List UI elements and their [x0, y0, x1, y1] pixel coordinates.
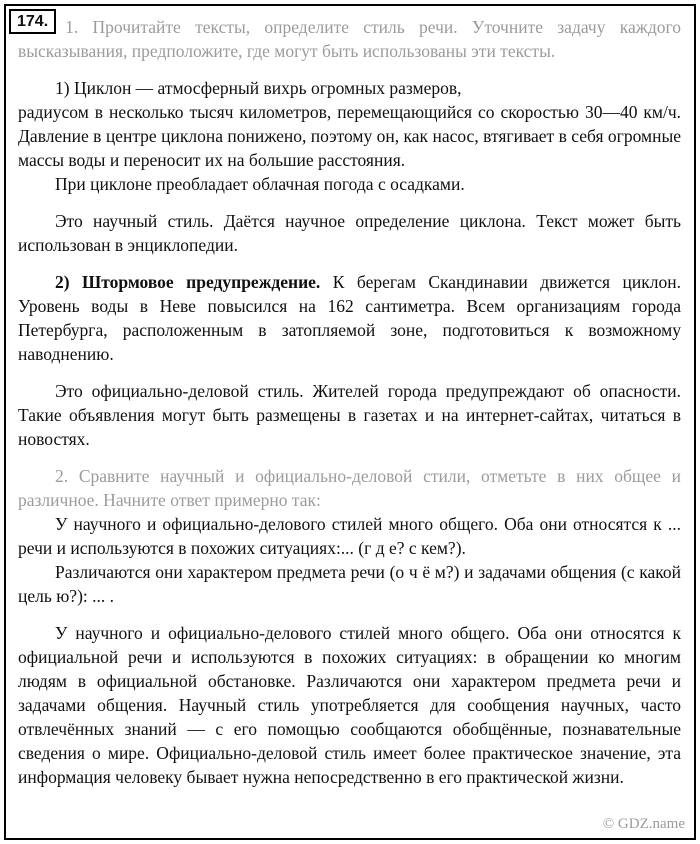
- text2-paragraph: [18, 270, 681, 366]
- text1-body: радиусом в несколько тысяч километров, перемещающийся со скоростью 30—40 км/ч. Давление в центре циклона понижено, поэтому он, как насос, втягивает в себя огромные массы воды и переносит их на большие расстояния.: [18, 102, 681, 170]
- text1-closing-line: При циклоне преобладает облачная погода с осадками.: [55, 174, 465, 194]
- page-frame: [4, 4, 696, 840]
- sample-answer-line1: У научного и официально-делового стилей много общего. Оба они относятся к ... речи и используются в похожих ситуациях:... (г д е? с кем?).: [18, 514, 681, 558]
- answer1-paragraph: Это научный стиль. Даётся научное определение циклона. Текст может быть использован в энциклопедии.: [18, 211, 681, 255]
- text1-opening-line: 1) Циклон — атмосферный вихрь огромных размеров,: [55, 78, 462, 98]
- task2-instruction: 2. Сравните научный и официально-деловой стили, отметьте в них общее и различное. Начните ответ примерно так:: [18, 466, 681, 510]
- exercise-number-badge: 174.: [9, 9, 56, 34]
- text2-rest: К берегам Скандинавии движется циклон. Уровень воды в Неве повысился на 162 сантиметра. Всем организациям города Петербурга, расположенным в затопляемой зоне, подготовиться к возможному наводнению.: [18, 272, 682, 364]
- watermark: © GDZ.name: [597, 812, 685, 836]
- final-answer-paragraph: У научного и официально-делового стилей много общего. Оба они относятся к официальной речи и используются в похожих ситуациях: в обращении ко многим людям в официальной обстановке. Различаются они характером предмета речи и задачами общения. Научный стиль употребляется для сообщения научных, часто отвлечённых знаний — с его помощью сообщаются обобщённые, познавательные сведения о мире. Официально-деловой стиль имеет более практическое значение, эта информация человеку бывает нужна непосредственно в его практической жизни.: [18, 623, 681, 787]
- answer2-paragraph: Это официально-деловой стиль. Жителей города предупреждают об опасности. Такие объявления могут быть размещены в газетах и на интернет-сайтах, читаться в новостях.: [18, 381, 681, 449]
- sample-answer-line2: Различаются они характером предмета речи (о ч ё м?) и задачами общения (с какой цель ю?): ... .: [18, 562, 681, 606]
- task1-instruction: 1. Прочитайте тексты, определите стиль речи. Уточните задачу каждого высказывания, предположите, где могут быть использованы эти тексты.: [18, 17, 681, 61]
- text2-lead: 2) Штормовое предупреждение.: [55, 272, 321, 292]
